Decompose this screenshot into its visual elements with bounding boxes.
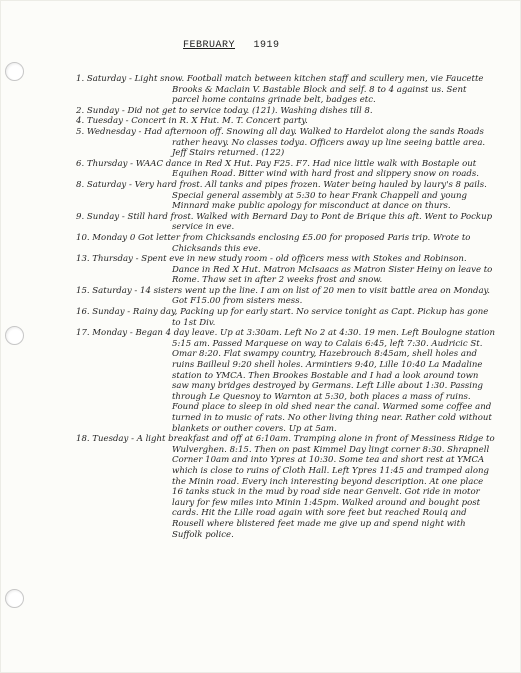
- binder-hole: [5, 326, 24, 345]
- header-year: 1919: [253, 40, 280, 51]
- page-header: [183, 40, 280, 51]
- entry-date: 18. Tuesday -: [76, 434, 134, 445]
- entry-date: 9. Sunday -: [76, 211, 125, 222]
- diary-entry: [76, 180, 496, 212]
- entry-date: 16. Sunday -: [76, 307, 131, 318]
- entry-date: 5. Wednesday -: [76, 126, 142, 137]
- diary-entry: [76, 286, 496, 307]
- entry-text: Very hard frost. All tanks and pipes frozen. Water being hauled by laury's 8 pails. Special general assembly at 5:30 to hear Frank Chappell and young Minnard make public apology for misconduct at dance on thurs.: [134, 179, 487, 212]
- entry-text: Did not get to service today. (121). Washing dishes till 8.: [127, 105, 373, 116]
- diary-entries: [76, 74, 496, 540]
- entry-text: A light breakfast and off at 6:10am. Tramping alone in front of Messiness Ridge to Wulverghen. 8:15. Then on past Kimmel Day lingt corner 8:30. Shrapnell Corner 10am and into Ypres at 10:30. Some tea and short rest at YMCA which is close to ruins of Cloth Hall. Left Ypres 11:45 and tramped along the Minin road. Every inch interesting beyond description. At one place 16 tanks stuck in the mud by road side near Genvelt. Got ride in motor laury for few miles into Minin 1:45pm. Walked around and bought post cards. Hit the Lille road again with sore feet but reached Rouiq and Rousell where blistered feet made me give up and spend night with Suffolk police.: [136, 434, 495, 540]
- diary-entry: [76, 328, 496, 434]
- entry-text: Spent eve in new study room - old officers mess with Stokes and Robinson. Dance in Red X Hut. Matron McIsaacs as Matron Sister Heiny on leave to Rome. Thaw set in after 2 weeks frost and snow.: [141, 254, 493, 286]
- diary-entry: [76, 233, 496, 254]
- entry-date: 1. Saturday -: [76, 74, 132, 84]
- entry-text: Rainy day, Packing up for early start. No service tonight as Capt. Pickup has gone to 1st Div.: [132, 307, 489, 328]
- diary-entry: [76, 159, 496, 180]
- entry-date: 2. Sunday -: [76, 105, 125, 116]
- entry-text: Concert in R. X Hut. M. T. Concert party.: [131, 116, 308, 127]
- entry-text: 14 sisters went up the line. I am on list of 20 men to visit battle area on Monday. Got F15.00 from sisters mess.: [140, 285, 490, 307]
- diary-entry: [76, 434, 496, 540]
- diary-entry: [76, 74, 496, 106]
- entry-text: Got letter from Chicksands enclosing £5.00 for proposed Paris trip. Wrote to Chicksands this eve.: [137, 232, 471, 254]
- entry-date: 6. Thursday -: [76, 158, 134, 169]
- entry-text: Had afternoon off. Snowing all day. Walked to Hardelot along the sands Roads rather heavy. No classes todya. Officers away up line seeing battle area. Jeff Stairs returned. (122): [144, 126, 486, 159]
- entry-date: 17. Monday -: [76, 328, 133, 339]
- diary-entry: [76, 212, 496, 233]
- entry-date: 13. Thursday -: [76, 254, 139, 265]
- diary-entry: [76, 307, 496, 328]
- binder-hole: [5, 62, 24, 81]
- entry-text: Light snow. Football match between kitchen staff and scullery men, vie Faucette Brooks & Maclain V. Bastable Block and self. 8 to 4 against us. Sent parcel home contains grinade belt, badges etc.: [134, 74, 484, 106]
- entry-date: 15. Saturday -: [76, 285, 138, 296]
- entry-text: WAAC dance in Red X Hut. Pay F25. F7. Had nice little walk with Bostaple out Equihen Road. Bitter wind with hard frost and slippery snow on roads.: [135, 158, 479, 180]
- entry-date: 8. Saturday -: [76, 179, 132, 190]
- diary-entry: [76, 254, 496, 286]
- entry-text: Began 4 day leave. Up at 3:30am. Left No 2 at 4:30. 19 men. Left Boulogne station 5:15 am. Passed Marquese on way to Calais 6:45, left 7:30. Audricic St. Omar 8:20. Flat swampy country, Hazebrouch 8:45am, shell holes and ruins Bailleul 9:20 shell holes. Armintiers 9:40, Lille 10:40 La Madaline station to YMCA. Then Brookes Bostable and I had a look around town saw many bridges destroyed by Germans. Left Lille about 1:30. Passing through Le Quesnoy to Warnton at 5:30, both places a mass of ruins. Found place to sleep in old shed near the canal. Warmed some coffee and turned in to music of rats. No other living thing near. Rather cold without blankets or outher covers. Up at 5am.: [135, 328, 495, 434]
- diary-entry: [76, 116, 496, 127]
- header-month: FEBRUARY: [183, 40, 236, 51]
- entry-text: Still hard frost. Walked with Bernard Day to Pont de Brique this aft. Went to Pockup service in eve.: [127, 211, 493, 233]
- binder-hole: [5, 589, 24, 608]
- diary-entry: [76, 106, 496, 117]
- entry-date: 4. Tuesday -: [76, 116, 129, 127]
- entry-date: 10. Monday 0: [76, 232, 136, 243]
- diary-entry: [76, 127, 496, 159]
